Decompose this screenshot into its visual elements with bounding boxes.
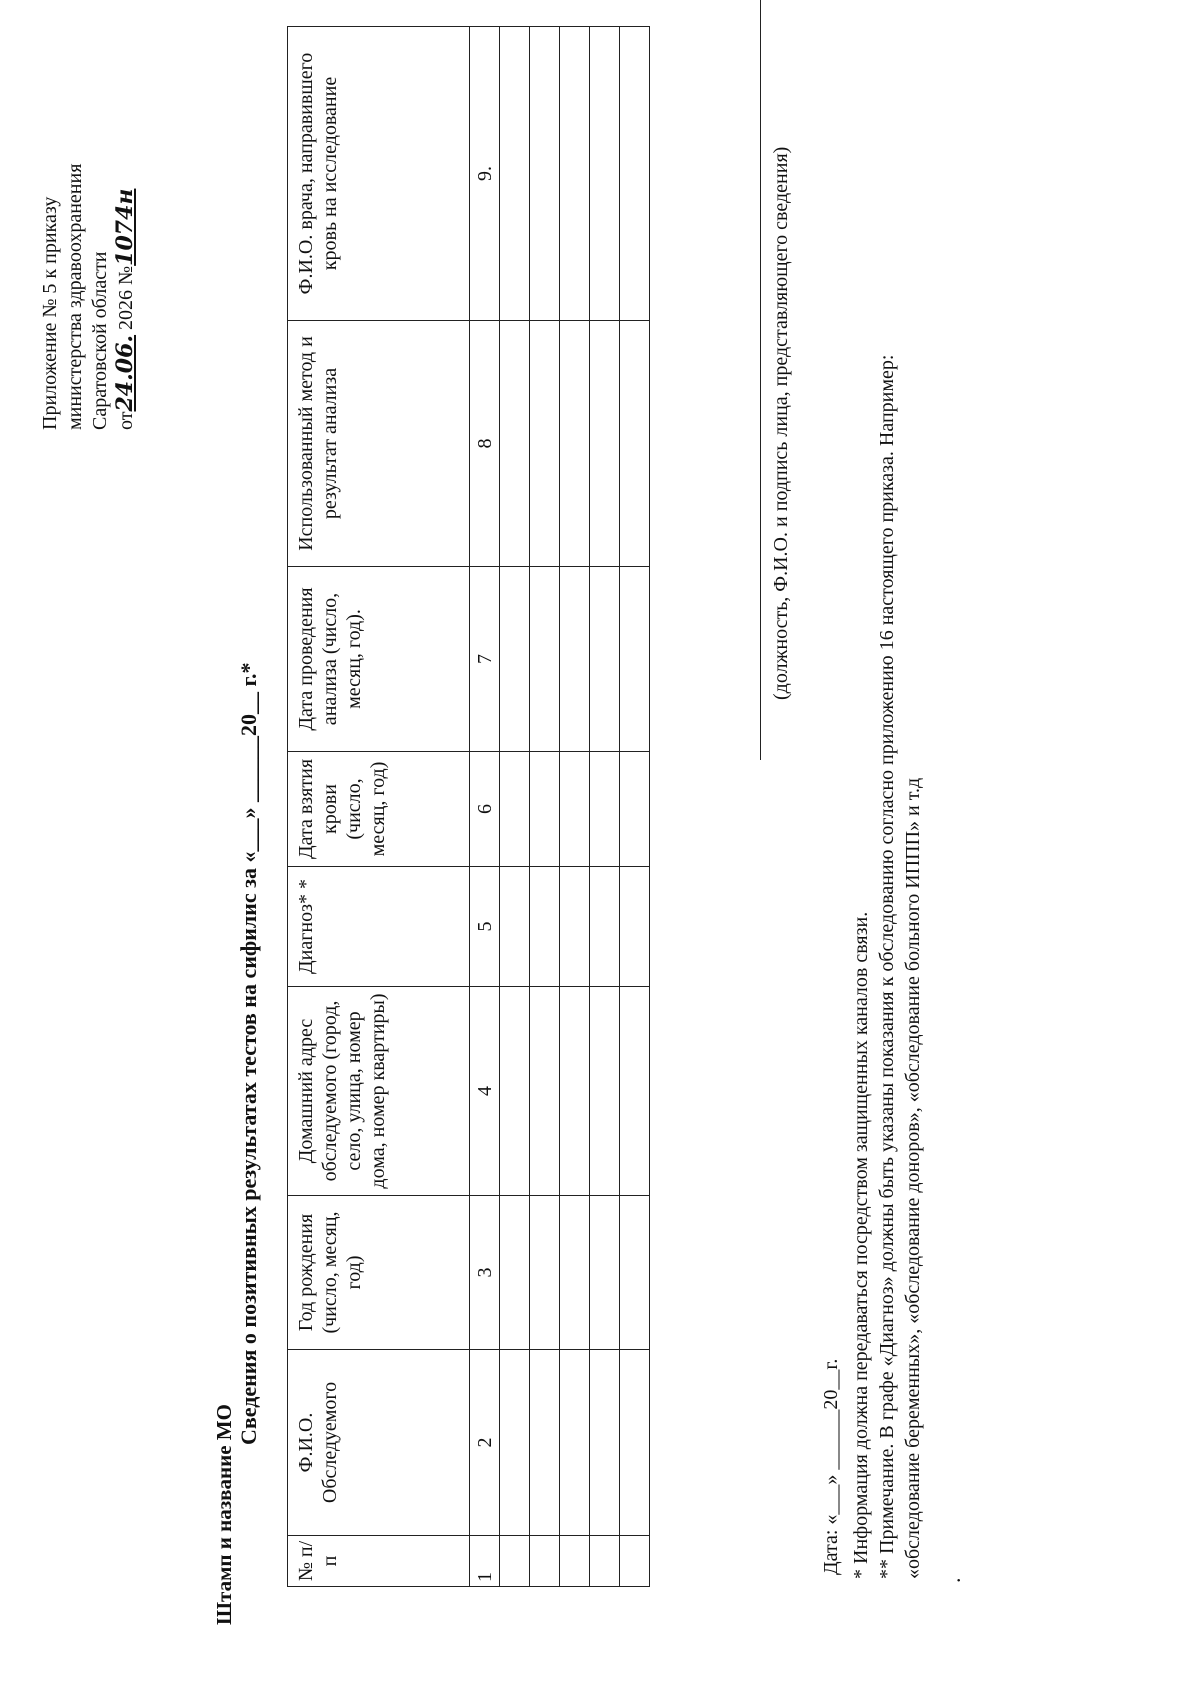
table-cell: [530, 27, 560, 321]
table-cell: [500, 27, 530, 321]
table-cell: [500, 321, 530, 567]
table-cell: [590, 987, 620, 1196]
stamp-label: Штамп и название МО: [212, 1404, 236, 1625]
table-row: [560, 27, 590, 1587]
table-cell: [590, 752, 620, 867]
table-cell: [590, 867, 620, 987]
table-cell: [500, 867, 530, 987]
header-cell: Год рождения (число, месяц, год): [288, 1196, 470, 1350]
table-cell: [590, 27, 620, 321]
table-cell: [560, 27, 590, 321]
appendix-line-2: министерства здравоохранения: [64, 163, 86, 430]
note-3: «обследование беременных», «обследование доноров», «обследование больного ИППП» и т.д: [902, 777, 924, 1579]
number-cell: 6: [470, 752, 500, 867]
note-2: ** Примечание. В графе «Диагноз» должны быть указаны показания к обследованию согласно приложению 16 настоящего приказа. Например:: [876, 354, 898, 1579]
table-cell: [500, 1536, 530, 1587]
table-row: [620, 27, 650, 1587]
table-cell: [590, 321, 620, 567]
date-line: Дата: «___» ______20__г.: [820, 1358, 842, 1575]
table-cell: [530, 1196, 560, 1350]
number-prefix: №: [115, 265, 137, 285]
table-row: [500, 27, 530, 1587]
year: 2026: [115, 289, 137, 330]
number-cell: 2: [470, 1350, 500, 1536]
table-cell: [500, 987, 530, 1196]
page-title: Сведения о позитивных результатах тестов на сифилис за «___» ______20__ г.*: [236, 662, 261, 1445]
table-cell: [560, 1196, 590, 1350]
column-number-row: [470, 27, 500, 1587]
table-cell: [560, 987, 590, 1196]
table-cell: [530, 867, 560, 987]
table-cell: [620, 567, 650, 752]
table-cell: [590, 567, 620, 752]
table-cell: [620, 867, 650, 987]
number-cell: 1: [470, 1536, 500, 1587]
table-cell: [560, 321, 590, 567]
date-prefix: от: [115, 411, 137, 430]
table-cell: [530, 752, 560, 867]
header-cell: № п/п: [288, 1536, 470, 1587]
table-cell: [560, 567, 590, 752]
empty-rows: [500, 27, 650, 1587]
table-cell: [620, 27, 650, 321]
table-cell: [560, 1536, 590, 1587]
table-cell: [500, 1196, 530, 1350]
table-cell: [620, 1196, 650, 1350]
signature-line: [760, 0, 761, 760]
header-cell: Дата проведения анализа (число, месяц, год).: [288, 567, 470, 752]
handwritten-date: 24.06.: [112, 334, 138, 412]
table-row: [590, 27, 620, 1587]
header-cell: Ф.И.О. Обследуемого: [288, 1350, 470, 1536]
results-table: [287, 26, 650, 1587]
appendix-header: [38, 30, 139, 430]
header-row: [288, 27, 470, 1587]
number-cell: 8: [470, 321, 500, 567]
number-cell: 3: [470, 1196, 500, 1350]
header-cell: Домашний адрес обследуемого (город, село, улица, номер дома, номер квартиры): [288, 987, 470, 1196]
table-cell: [590, 1536, 620, 1587]
header-cell: Диагноз* *: [288, 867, 470, 987]
handwritten-number: 1074н: [112, 188, 138, 266]
table-cell: [590, 1196, 620, 1350]
number-cell: 9.: [470, 27, 500, 321]
table-cell: [560, 752, 590, 867]
appendix-line-3: Саратовской области: [89, 251, 111, 430]
table-cell: [530, 321, 560, 567]
table-cell: [500, 567, 530, 752]
table-cell: [620, 987, 650, 1196]
table-cell: [500, 752, 530, 867]
trailing-mark: .: [940, 1577, 965, 1583]
signature-caption: (должность, Ф.И.О. и подпись лица, представляющего сведения): [770, 146, 792, 700]
table-cell: [530, 567, 560, 752]
appendix-line-1: Приложение № 5 к приказу: [39, 196, 61, 430]
table-cell: [500, 1350, 530, 1536]
table-cell: [530, 1350, 560, 1536]
table-cell: [620, 321, 650, 567]
table-cell: [620, 1536, 650, 1587]
table-cell: [530, 987, 560, 1196]
table-row: [530, 27, 560, 1587]
note-1: * Информация должна передаваться посредством защищенных каналов связи.: [850, 911, 872, 1579]
table-cell: [530, 1536, 560, 1587]
appendix-line-4: [113, 30, 139, 430]
number-cell: 7: [470, 567, 500, 752]
table-cell: [590, 1350, 620, 1536]
table-cell: [560, 1350, 590, 1536]
number-cell: 5: [470, 867, 500, 987]
header-cell: Использованный метод и результат анализа: [288, 321, 470, 567]
table-cell: [620, 1350, 650, 1536]
header-cell: Ф.И.О. врача, направившего кровь на исследование: [288, 27, 470, 321]
header-cell: Дата взятия крови (число, месяц, год): [288, 752, 470, 867]
table-cell: [560, 867, 590, 987]
number-cell: 4: [470, 987, 500, 1196]
table-cell: [620, 752, 650, 867]
